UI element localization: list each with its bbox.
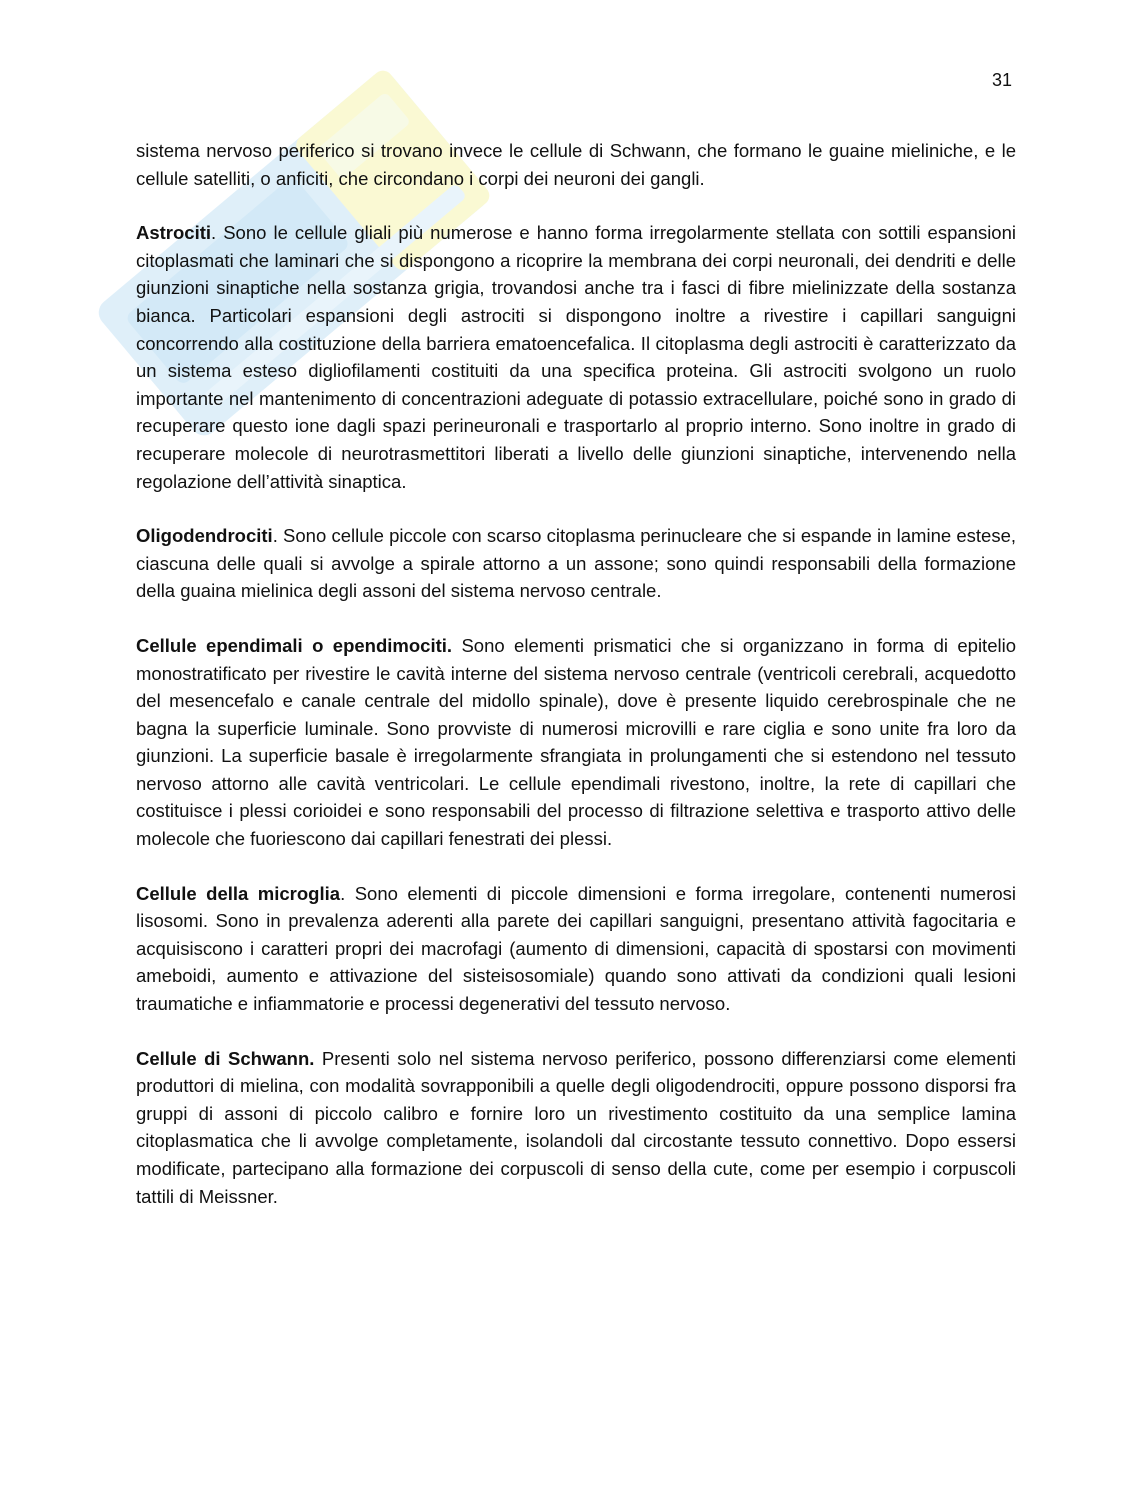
page-number: 31	[991, 70, 1012, 90]
paragraph-oligodendrociti	[136, 522, 1016, 605]
section-heading: Cellule di Schwann.	[136, 1047, 315, 1069]
paragraph-ependimociti	[136, 632, 1016, 853]
paragraph-text: . Sono cellule piccole con scarso citoplasma perinucleare che si espande in lamine estese, ciascuna delle quali si avvolge a spirale attorno a un assone; sono quindi responsabili della formazione della guaina mielinica degli assoni del sistema nervoso centrale.	[136, 525, 1016, 602]
paragraph-astrociti	[136, 219, 1016, 495]
section-heading: Cellule della microglia	[136, 882, 341, 904]
section-heading: Astrociti	[136, 222, 212, 244]
section-heading: Oligodendrociti	[136, 525, 273, 547]
paragraph-text: . Sono le cellule gliali più numerose e hanno forma irregolarmente stellata con sottili espansioni citoplasmati che laminari che si dispongono a ricoprire la membrana dei corpi neuronali, dei dendriti e delle giunzioni sinaptiche nella sostanza grigia, trovandosi anche tra i fasci di fibre mielinizzate della sostanza bianca. Particolari espansioni degli astrociti si dispongono inoltre a rivestire i capillari sanguigni concorrendo alla costituzione della barriera ematoencefalica. Il citoplasma degli astrociti è caratterizzato da un sistema esteso digliofilamenti costituiti da una specifica proteina. Gli astrociti svolgono un ruolo importante nel mantenimento di concentrazioni adeguate di potassio extracellulare, poiché sono in grado di recuperare questo ione dagli spazi perineuronali e trasportarlo al proprio interno. Sono inoltre in grado di recuperare molecole di neurotrasmettitori liberati a livello delle giunzioni sinaptiche, intervenendo nella regolazione dell’attività sinaptica.	[136, 222, 1016, 492]
paragraph-text: Presenti solo nel sistema nervoso periferico, possono differenziarsi come elementi produttori di mielina, con modalità sovrapponibili a quelle degli oligodendrociti, oppure possono disporsi fra gruppi di assoni di piccolo calibro e fornire loro un rivestimento costituito da una semplice lamina citoplasmatica che li avvolge completamente, isolandoli dal circostante tessuto connettivo. Dopo essersi modificate, partecipano alla formazione dei corpuscoli di senso della cute, come per esempio i corpuscoli tattili di Meissner.	[136, 1047, 1016, 1207]
paragraph-text: . Sono elementi di piccole dimensioni e forma irregolare, contenenti numerosi lisosomi. Sono in prevalenza aderenti alla parete dei capillari sanguigni, presentano attività fagocitaria e acquisiscono i caratteri propri dei macrofagi (aumento di dimensioni, capacità di spostarsi con movimenti ameboidi, aumento e attivazione del sisteisosomiale) quando sono attivati da condizioni quali lesioni traumatiche e infiammatorie e processi degenerativi del tessuto nervoso.	[136, 882, 1017, 1015]
paragraph-intro	[136, 137, 1016, 192]
paragraph-text: Sono elementi prismatici che si organizzano in forma di epitelio monostratificato per rivestire le cavità interne del sistema nervoso centrale (ventricoli cerebrali, acquedotto del mesencefalo e canale centrale del midollo spinale), dove è presente liquido cerebrospinale che ne bagna la superficie luminale. Sono provviste di numerosi microvilli e rare ciglia e sono unite fra loro da giunzioni. La superficie basale è irregolarmente sfrangiata in prolungamenti che si estendono nel tessuto nervoso attorno alle cavità ventricolari. Le cellule ependimali rivestono, inoltre, la rete di capillari che costituisce i plessi corioidei e sono responsabili del processo di filtrazione selettiva e trasporto attivo delle molecole che fuoriescono dai capillari fenestrati dei plessi.	[136, 634, 1016, 850]
paragraph-microglia	[136, 880, 1016, 1018]
paragraph-text: sistema nervoso periferico si trovano invece le cellule di Schwann, che formano le guaine mieliniche, e le cellule satelliti, o anficiti, che circondano i corpi dei neuroni dei gangli.	[136, 140, 1016, 189]
section-heading: Cellule ependimali o ependimociti.	[136, 634, 453, 656]
document-body	[136, 137, 1016, 1237]
paragraph-schwann	[136, 1045, 1016, 1211]
